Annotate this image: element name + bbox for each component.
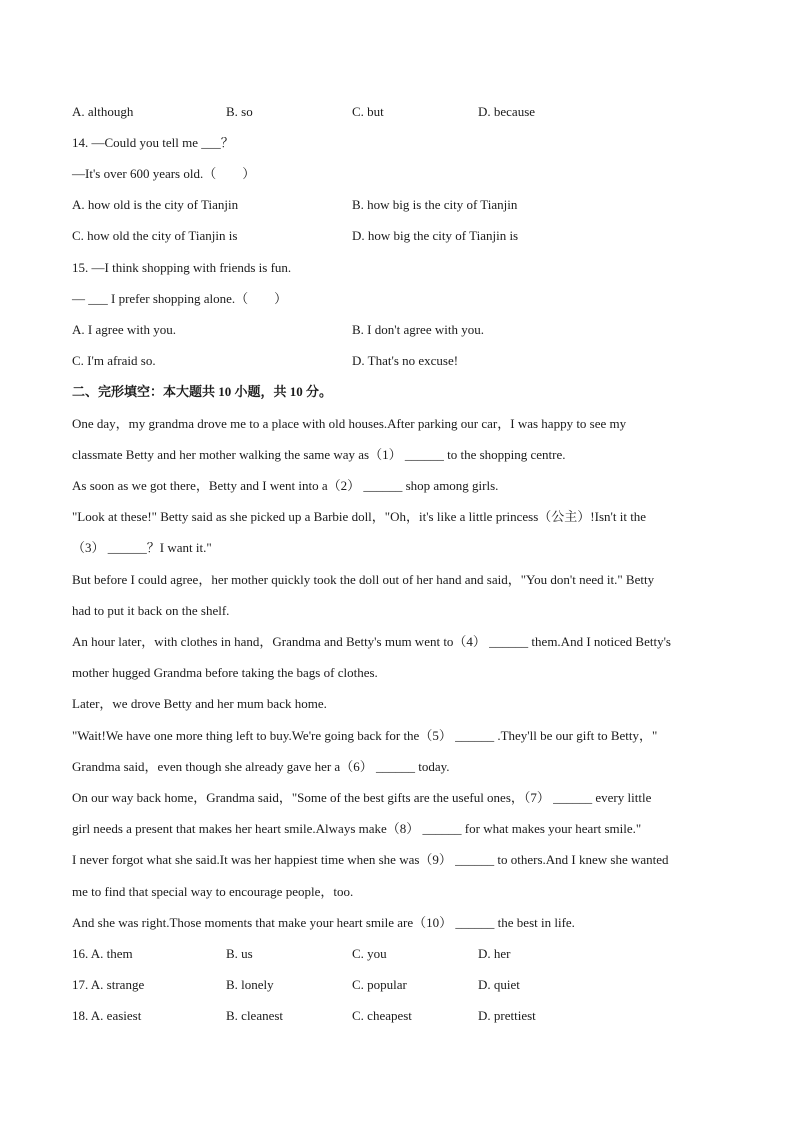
- passage-line: （3） ______？I want it.": [72, 540, 212, 555]
- q18-option-a: 18. A. easiest: [72, 1008, 142, 1023]
- q16-option-c: C. you: [352, 946, 387, 961]
- q15-option-d: D. That's no excuse!: [352, 353, 459, 368]
- passage-line: "Look at these!" Betty said as she picked up a Barbie doll，"Oh，it's like a little princess（公主）!Isn't it the: [72, 509, 647, 524]
- q18-option-d: D. prettiest: [478, 1008, 536, 1023]
- q17-option-d: D. quiet: [478, 977, 520, 992]
- q14-option-a: A. how old is the city of Tianjin: [72, 197, 239, 212]
- q14-stem: 14. —Could you tell me ___？: [72, 135, 234, 150]
- passage-line: me to find that special way to encourage people，too.: [72, 884, 354, 899]
- q13-option-b: B. so: [226, 104, 253, 119]
- passage-line: But before I could agree，her mother quickly took the doll out of her hand and said，"You don't need it." Betty: [72, 572, 655, 587]
- q17-option-c: C. popular: [352, 977, 407, 992]
- passage-line: As soon as we got there，Betty and I went into a（2） ______ shop among girls.: [72, 478, 499, 493]
- q15-option-b: B. I don't agree with you.: [352, 322, 484, 337]
- q16-option-b: B. us: [226, 946, 253, 961]
- q14-option-b: B. how big is the city of Tianjin: [352, 197, 518, 212]
- q18-option-b: B. cleanest: [226, 1008, 284, 1023]
- q16-option-a: 16. A. them: [72, 946, 133, 961]
- passage-line: had to put it back on the shelf.: [72, 603, 230, 618]
- passage-line: And she was right.Those moments that make your heart smile are（10） ______ the best in life.: [72, 915, 575, 930]
- passage-line: "Wait!We have one more thing left to buy.We're going back for the（5） ______ .They'll be our gift to Betty，": [72, 728, 658, 743]
- q13-option-d: D. because: [478, 104, 536, 119]
- passage-line: Later，we drove Betty and her mum back home.: [72, 696, 327, 711]
- q17-option-b: B. lonely: [226, 977, 274, 992]
- q14-option-c: C. how old the city of Tianjin is: [72, 228, 238, 243]
- section-title: 二、完形填空：本大题共 10 小题，共 10 分。: [72, 384, 333, 399]
- passage-line: I never forgot what she said.It was her happiest time when she was（9） ______ to others.And I knew she wanted: [72, 852, 669, 867]
- q13-option-c: C. but: [352, 104, 384, 119]
- q14-option-d: D. how big the city of Tianjin is: [352, 228, 519, 243]
- q17-option-a: 17. A. strange: [72, 977, 145, 992]
- passage-line: classmate Betty and her mother walking the same way as（1） ______ to the shopping centre.: [72, 447, 566, 462]
- q15-option-a: A. I agree with you.: [72, 322, 176, 337]
- q15-reply: — ___ I prefer shopping alone.（ ）: [72, 291, 288, 306]
- q14-reply: —It's over 600 years old.（ ）: [72, 166, 256, 181]
- passage-line: mother hugged Grandma before taking the bags of clothes.: [72, 665, 378, 680]
- q15-option-c: C. I'm afraid so.: [72, 353, 156, 368]
- q13-option-a: A. although: [72, 104, 134, 119]
- passage-line: Grandma said，even though she already gave her a（6） ______ today.: [72, 759, 450, 774]
- q15-stem: 15. —I think shopping with friends is fun.: [72, 260, 292, 275]
- passage-line: An hour later，with clothes in hand，Grandma and Betty's mum went to（4） ______ them.And I noticed Betty's: [72, 634, 671, 649]
- q16-option-d: D. her: [478, 946, 511, 961]
- q18-option-c: C. cheapest: [352, 1008, 412, 1023]
- passage-line: girl needs a present that makes her heart smile.Always make（8） ______ for what makes your heart smile.": [72, 821, 642, 836]
- passage-line: On our way back home，Grandma said，"Some of the best gifts are the useful ones，（7） ______ every little: [72, 790, 652, 805]
- passage-line: One day，my grandma drove me to a place with old houses.After parking our car，I was happy to see my: [72, 416, 627, 431]
